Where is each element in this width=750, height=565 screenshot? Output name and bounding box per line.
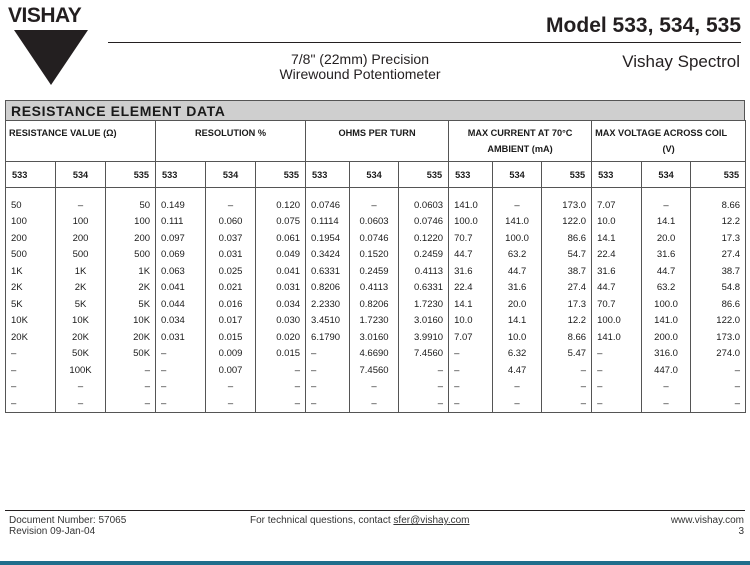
table-cell: 200.0 xyxy=(642,329,691,346)
table-cell: 20K xyxy=(56,329,106,346)
table-cell: 0.0603 xyxy=(350,214,399,231)
table-cell: – xyxy=(56,197,106,214)
table-cell: – xyxy=(206,197,256,214)
table-cell: – xyxy=(542,362,592,379)
table-cell: – xyxy=(493,395,542,412)
table-cell: 0.030 xyxy=(256,313,306,330)
table-cell: 31.6 xyxy=(449,263,493,280)
subtitle-line-1: 7/8" (22mm) Precision xyxy=(290,51,429,67)
table-cell: 2.2330 xyxy=(306,296,350,313)
model-header-cell: 534 xyxy=(493,162,542,188)
spacer-cell xyxy=(592,188,642,198)
table-cell: – xyxy=(156,346,206,363)
table-cell: 17.3 xyxy=(691,230,746,247)
spacer-cell xyxy=(642,188,691,198)
table-cell: 38.7 xyxy=(542,263,592,280)
model-header-cell: 535 xyxy=(399,162,449,188)
table-cell: 1.7230 xyxy=(350,313,399,330)
group-header-line-2: (V) xyxy=(662,144,675,154)
table-cell: 1K xyxy=(106,263,156,280)
group-header xyxy=(156,121,306,162)
table-cell: – xyxy=(350,197,399,214)
group-header-line-1: RESISTANCE VALUE (Ω) xyxy=(9,128,117,138)
table-cell: 100 xyxy=(106,214,156,231)
table-row xyxy=(6,197,746,214)
model-header-cell: 535 xyxy=(542,162,592,188)
table-cell: – xyxy=(6,346,56,363)
table-row xyxy=(6,247,746,264)
table-cell: – xyxy=(642,197,691,214)
table-cell: – xyxy=(399,362,449,379)
spacer-row xyxy=(6,188,746,198)
table-cell: 141.0 xyxy=(493,214,542,231)
spacer-cell xyxy=(493,188,542,198)
vishay-logo-triangle-icon xyxy=(12,30,90,86)
table-cell: – xyxy=(306,395,350,412)
table-cell: 0.015 xyxy=(206,329,256,346)
table-cell: 0.020 xyxy=(256,329,306,346)
table-cell: 12.2 xyxy=(691,214,746,231)
table-cell: 7.07 xyxy=(449,329,493,346)
model-header-cell: 534 xyxy=(350,162,399,188)
spacer-cell xyxy=(306,188,350,198)
contact-text: For technical questions, contact xyxy=(250,515,394,526)
table-cell: – xyxy=(592,362,642,379)
document-number: Document Number: 57065 xyxy=(9,515,127,526)
table-cell: 3.4510 xyxy=(306,313,350,330)
model-header-cell: 535 xyxy=(106,162,156,188)
table-cell: 0.021 xyxy=(206,280,256,297)
group-header xyxy=(306,121,449,162)
spacer-cell xyxy=(350,188,399,198)
table-cell: 0.1114 xyxy=(306,214,350,231)
table-cell: 17.3 xyxy=(542,296,592,313)
table-row xyxy=(6,296,746,313)
table-cell: 6.32 xyxy=(493,346,542,363)
table-cell: 3.0160 xyxy=(350,329,399,346)
table-cell: – xyxy=(56,379,106,396)
model-header-cell: 535 xyxy=(256,162,306,188)
table-cell: 50K xyxy=(56,346,106,363)
table-cell: 0.037 xyxy=(206,230,256,247)
spacer-cell xyxy=(542,188,592,198)
model-header-cell: 535 xyxy=(691,162,746,188)
table-cell: 4.47 xyxy=(493,362,542,379)
table-cell: 0.0746 xyxy=(399,214,449,231)
header-rule xyxy=(108,42,741,43)
vishay-logo-text: VISHAY xyxy=(8,4,82,27)
spacer-cell xyxy=(691,188,746,198)
table-cell: 3.9910 xyxy=(399,329,449,346)
table-cell: 6.1790 xyxy=(306,329,350,346)
table-cell: – xyxy=(592,379,642,396)
page-number: 3 xyxy=(738,526,744,537)
spacer-cell xyxy=(56,188,106,198)
table-cell: – xyxy=(493,379,542,396)
spacer-cell xyxy=(6,188,56,198)
table-cell: 0.3424 xyxy=(306,247,350,264)
spacer-cell xyxy=(206,188,256,198)
table-cell: 0.1520 xyxy=(350,247,399,264)
table-cell: 27.4 xyxy=(542,280,592,297)
table-cell: 5K xyxy=(56,296,106,313)
table-cell: 44.7 xyxy=(642,263,691,280)
table-cell: – xyxy=(350,395,399,412)
table-cell: 0.017 xyxy=(206,313,256,330)
table-cell: 20.0 xyxy=(493,296,542,313)
table-cell: – xyxy=(106,395,156,412)
table-cell: – xyxy=(449,346,493,363)
table-cell: 5K xyxy=(106,296,156,313)
table-cell: 14.1 xyxy=(592,230,642,247)
table-row xyxy=(6,346,746,363)
resistance-element-table-section xyxy=(5,100,745,413)
table-cell: 274.0 xyxy=(691,346,746,363)
table-cell: – xyxy=(691,379,746,396)
table-cell: 0.009 xyxy=(206,346,256,363)
table-cell: 20K xyxy=(6,329,56,346)
table-row xyxy=(6,379,746,396)
table-cell: 100 xyxy=(6,214,56,231)
subtitle-line-2: Wirewound Potentiometer xyxy=(279,66,441,82)
table-cell: – xyxy=(206,395,256,412)
table-cell: 14.1 xyxy=(449,296,493,313)
table-cell: 86.6 xyxy=(542,230,592,247)
group-header-line-1: MAX CURRENT AT 70°C xyxy=(467,128,573,138)
table-row xyxy=(6,230,746,247)
table-cell: 70.7 xyxy=(449,230,493,247)
table-cell: 44.7 xyxy=(493,263,542,280)
table-cell: 27.4 xyxy=(691,247,746,264)
table-cell: 0.4113 xyxy=(350,280,399,297)
contact-email-link[interactable]: sfer@vishay.com xyxy=(393,515,470,526)
table-cell: – xyxy=(256,379,306,396)
table-cell: 0.061 xyxy=(256,230,306,247)
table-cell: 0.1954 xyxy=(306,230,350,247)
model-header-cell: 533 xyxy=(6,162,56,188)
table-cell: 50K xyxy=(106,346,156,363)
contact-info xyxy=(250,515,470,526)
table-cell: 122.0 xyxy=(691,313,746,330)
table-cell: 0.097 xyxy=(156,230,206,247)
table-cell: – xyxy=(106,379,156,396)
table-cell: 0.6331 xyxy=(399,280,449,297)
table-cell: – xyxy=(306,362,350,379)
footer-rule xyxy=(5,510,745,511)
table-cell: 0.0746 xyxy=(306,197,350,214)
table-cell: 12.2 xyxy=(542,313,592,330)
table-cell: 500 xyxy=(56,247,106,264)
table-cell: 5K xyxy=(6,296,56,313)
table-cell: – xyxy=(256,395,306,412)
table-cell: 22.4 xyxy=(449,280,493,297)
table-cell: 447.0 xyxy=(642,362,691,379)
brand-name: Vishay Spectrol xyxy=(622,52,740,71)
table-cell: 0.060 xyxy=(206,214,256,231)
table-cell: 0.031 xyxy=(256,280,306,297)
table-cell: 141.0 xyxy=(592,329,642,346)
table-cell: 14.1 xyxy=(642,214,691,231)
table-cell: 0.044 xyxy=(156,296,206,313)
table-cell: 86.6 xyxy=(691,296,746,313)
table-cell: 316.0 xyxy=(642,346,691,363)
spacer-cell xyxy=(156,188,206,198)
table-cell: 1.7230 xyxy=(399,296,449,313)
table-cell: 0.041 xyxy=(156,280,206,297)
table-cell: – xyxy=(399,395,449,412)
table-cell: 100 xyxy=(56,214,106,231)
table-row xyxy=(6,280,746,297)
table-cell: 10K xyxy=(106,313,156,330)
resistance-element-table xyxy=(5,120,746,413)
table-cell: 500 xyxy=(6,247,56,264)
table-cell: 141.0 xyxy=(449,197,493,214)
table-cell: 10K xyxy=(56,313,106,330)
table-cell: 10K xyxy=(6,313,56,330)
table-cell: – xyxy=(350,379,399,396)
table-cell: 0.007 xyxy=(206,362,256,379)
table-cell: – xyxy=(56,395,106,412)
table-cell: 0.4113 xyxy=(399,263,449,280)
table-cell: 100.0 xyxy=(592,313,642,330)
table-cell: – xyxy=(449,362,493,379)
model-header-cell: 534 xyxy=(206,162,256,188)
table-cell: – xyxy=(642,379,691,396)
table-cell: 2K xyxy=(106,280,156,297)
table-cell: 44.7 xyxy=(592,280,642,297)
table-cell: 0.031 xyxy=(156,329,206,346)
table-cell: 100.0 xyxy=(493,230,542,247)
table-cell: – xyxy=(592,395,642,412)
table-cell: 31.6 xyxy=(592,263,642,280)
table-cell: 200 xyxy=(56,230,106,247)
table-cell: 10.0 xyxy=(592,214,642,231)
table-cell: – xyxy=(156,395,206,412)
table-cell: 0.034 xyxy=(256,296,306,313)
table-cell: 0.8206 xyxy=(306,280,350,297)
table-cell: 8.66 xyxy=(691,197,746,214)
table-cell: 0.063 xyxy=(156,263,206,280)
table-cell: 200 xyxy=(6,230,56,247)
table-cell: 0.120 xyxy=(256,197,306,214)
table-cell: 0.015 xyxy=(256,346,306,363)
table-cell: 4.6690 xyxy=(350,346,399,363)
table-cell: 2K xyxy=(6,280,56,297)
section-title: RESISTANCE ELEMENT DATA xyxy=(5,100,745,120)
model-header-cell: 533 xyxy=(592,162,642,188)
table-cell: 0.049 xyxy=(256,247,306,264)
table-cell: 1K xyxy=(56,263,106,280)
table-cell: – xyxy=(592,346,642,363)
model-header-cell: 533 xyxy=(306,162,350,188)
table-cell: 70.7 xyxy=(592,296,642,313)
table-cell: 173.0 xyxy=(691,329,746,346)
table-cell: – xyxy=(206,379,256,396)
document-info xyxy=(9,515,126,537)
group-header-line-2: AMBIENT (mA) xyxy=(487,144,553,154)
table-cell: – xyxy=(6,379,56,396)
table-row xyxy=(6,395,746,412)
group-header-row xyxy=(6,121,746,162)
table-cell: 38.7 xyxy=(691,263,746,280)
revision-date: Revision 09-Jan-04 xyxy=(9,526,96,537)
table-cell: 0.031 xyxy=(206,247,256,264)
table-cell: 500 xyxy=(106,247,156,264)
table-body xyxy=(6,188,746,413)
table-cell: 7.4560 xyxy=(399,346,449,363)
table-cell: 31.6 xyxy=(493,280,542,297)
table-cell: 7.4560 xyxy=(350,362,399,379)
group-header xyxy=(449,121,592,162)
model-header-cell: 534 xyxy=(642,162,691,188)
table-cell: 63.2 xyxy=(642,280,691,297)
spacer-cell xyxy=(256,188,306,198)
table-cell: – xyxy=(306,379,350,396)
group-header-line-1: RESOLUTION % xyxy=(195,128,266,138)
table-cell: – xyxy=(642,395,691,412)
table-row xyxy=(6,263,746,280)
table-cell: – xyxy=(306,346,350,363)
table-cell: 20K xyxy=(106,329,156,346)
spacer-cell xyxy=(106,188,156,198)
table-cell: 7.07 xyxy=(592,197,642,214)
table-cell: 1K xyxy=(6,263,56,280)
table-cell: – xyxy=(256,362,306,379)
table-cell: 0.034 xyxy=(156,313,206,330)
table-cell: 200 xyxy=(106,230,156,247)
table-row xyxy=(6,313,746,330)
group-header-line-1: OHMS PER TURN xyxy=(338,128,416,138)
table-cell: 100K xyxy=(56,362,106,379)
table-cell: 0.6331 xyxy=(306,263,350,280)
table-cell: 173.0 xyxy=(542,197,592,214)
table-cell: – xyxy=(156,362,206,379)
table-cell: – xyxy=(542,395,592,412)
table-cell: 0.0746 xyxy=(350,230,399,247)
model-header-row xyxy=(6,162,746,188)
table-cell: 0.2459 xyxy=(399,247,449,264)
model-title: Model 533, 534, 535 xyxy=(546,14,741,37)
table-cell: 20.0 xyxy=(642,230,691,247)
table-cell: 63.2 xyxy=(493,247,542,264)
product-subtitle xyxy=(270,52,450,82)
table-cell: – xyxy=(691,395,746,412)
group-header xyxy=(6,121,156,162)
table-cell: – xyxy=(106,362,156,379)
table-cell: 22.4 xyxy=(592,247,642,264)
table-cell: 122.0 xyxy=(542,214,592,231)
table-cell: – xyxy=(691,362,746,379)
table-cell: 3.0160 xyxy=(399,313,449,330)
group-header xyxy=(592,121,746,162)
table-row xyxy=(6,214,746,231)
table-cell: 44.7 xyxy=(449,247,493,264)
table-row xyxy=(6,329,746,346)
table-cell: 50 xyxy=(6,197,56,214)
model-header-cell: 533 xyxy=(156,162,206,188)
table-cell: 141.0 xyxy=(642,313,691,330)
table-cell: 10.0 xyxy=(449,313,493,330)
table-cell: 0.041 xyxy=(256,263,306,280)
table-cell: 0.1220 xyxy=(399,230,449,247)
table-cell: 0.0603 xyxy=(399,197,449,214)
website: www.vishay.com xyxy=(670,515,744,526)
table-cell: – xyxy=(156,379,206,396)
table-cell: – xyxy=(6,395,56,412)
table-cell: 31.6 xyxy=(642,247,691,264)
bottom-accent-bar xyxy=(0,561,750,565)
spacer-cell xyxy=(449,188,493,198)
table-cell: 14.1 xyxy=(493,313,542,330)
table-cell: 10.0 xyxy=(493,329,542,346)
table-cell: 100.0 xyxy=(642,296,691,313)
table-cell: – xyxy=(493,197,542,214)
table-cell: 0.8206 xyxy=(350,296,399,313)
table-cell: – xyxy=(449,395,493,412)
table-cell: 0.111 xyxy=(156,214,206,231)
model-header-cell: 534 xyxy=(56,162,106,188)
table-row xyxy=(6,362,746,379)
table-cell: 50 xyxy=(106,197,156,214)
table-cell: 0.069 xyxy=(156,247,206,264)
site-info xyxy=(671,515,744,537)
spacer-cell xyxy=(399,188,449,198)
table-cell: 8.66 xyxy=(542,329,592,346)
group-header-line-1: MAX VOLTAGE ACROSS COIL xyxy=(595,128,728,138)
table-cell: – xyxy=(399,379,449,396)
table-cell: 0.016 xyxy=(206,296,256,313)
table-cell: 0.075 xyxy=(256,214,306,231)
table-cell: – xyxy=(6,362,56,379)
table-cell: 100.0 xyxy=(449,214,493,231)
table-cell: – xyxy=(542,379,592,396)
model-header-cell: 533 xyxy=(449,162,493,188)
table-cell: 0.025 xyxy=(206,263,256,280)
table-cell: 0.149 xyxy=(156,197,206,214)
table-cell: 54.7 xyxy=(542,247,592,264)
table-cell: 5.47 xyxy=(542,346,592,363)
table-cell: 54.8 xyxy=(691,280,746,297)
table-cell: – xyxy=(449,379,493,396)
table-cell: 2K xyxy=(56,280,106,297)
table-cell: 0.2459 xyxy=(350,263,399,280)
